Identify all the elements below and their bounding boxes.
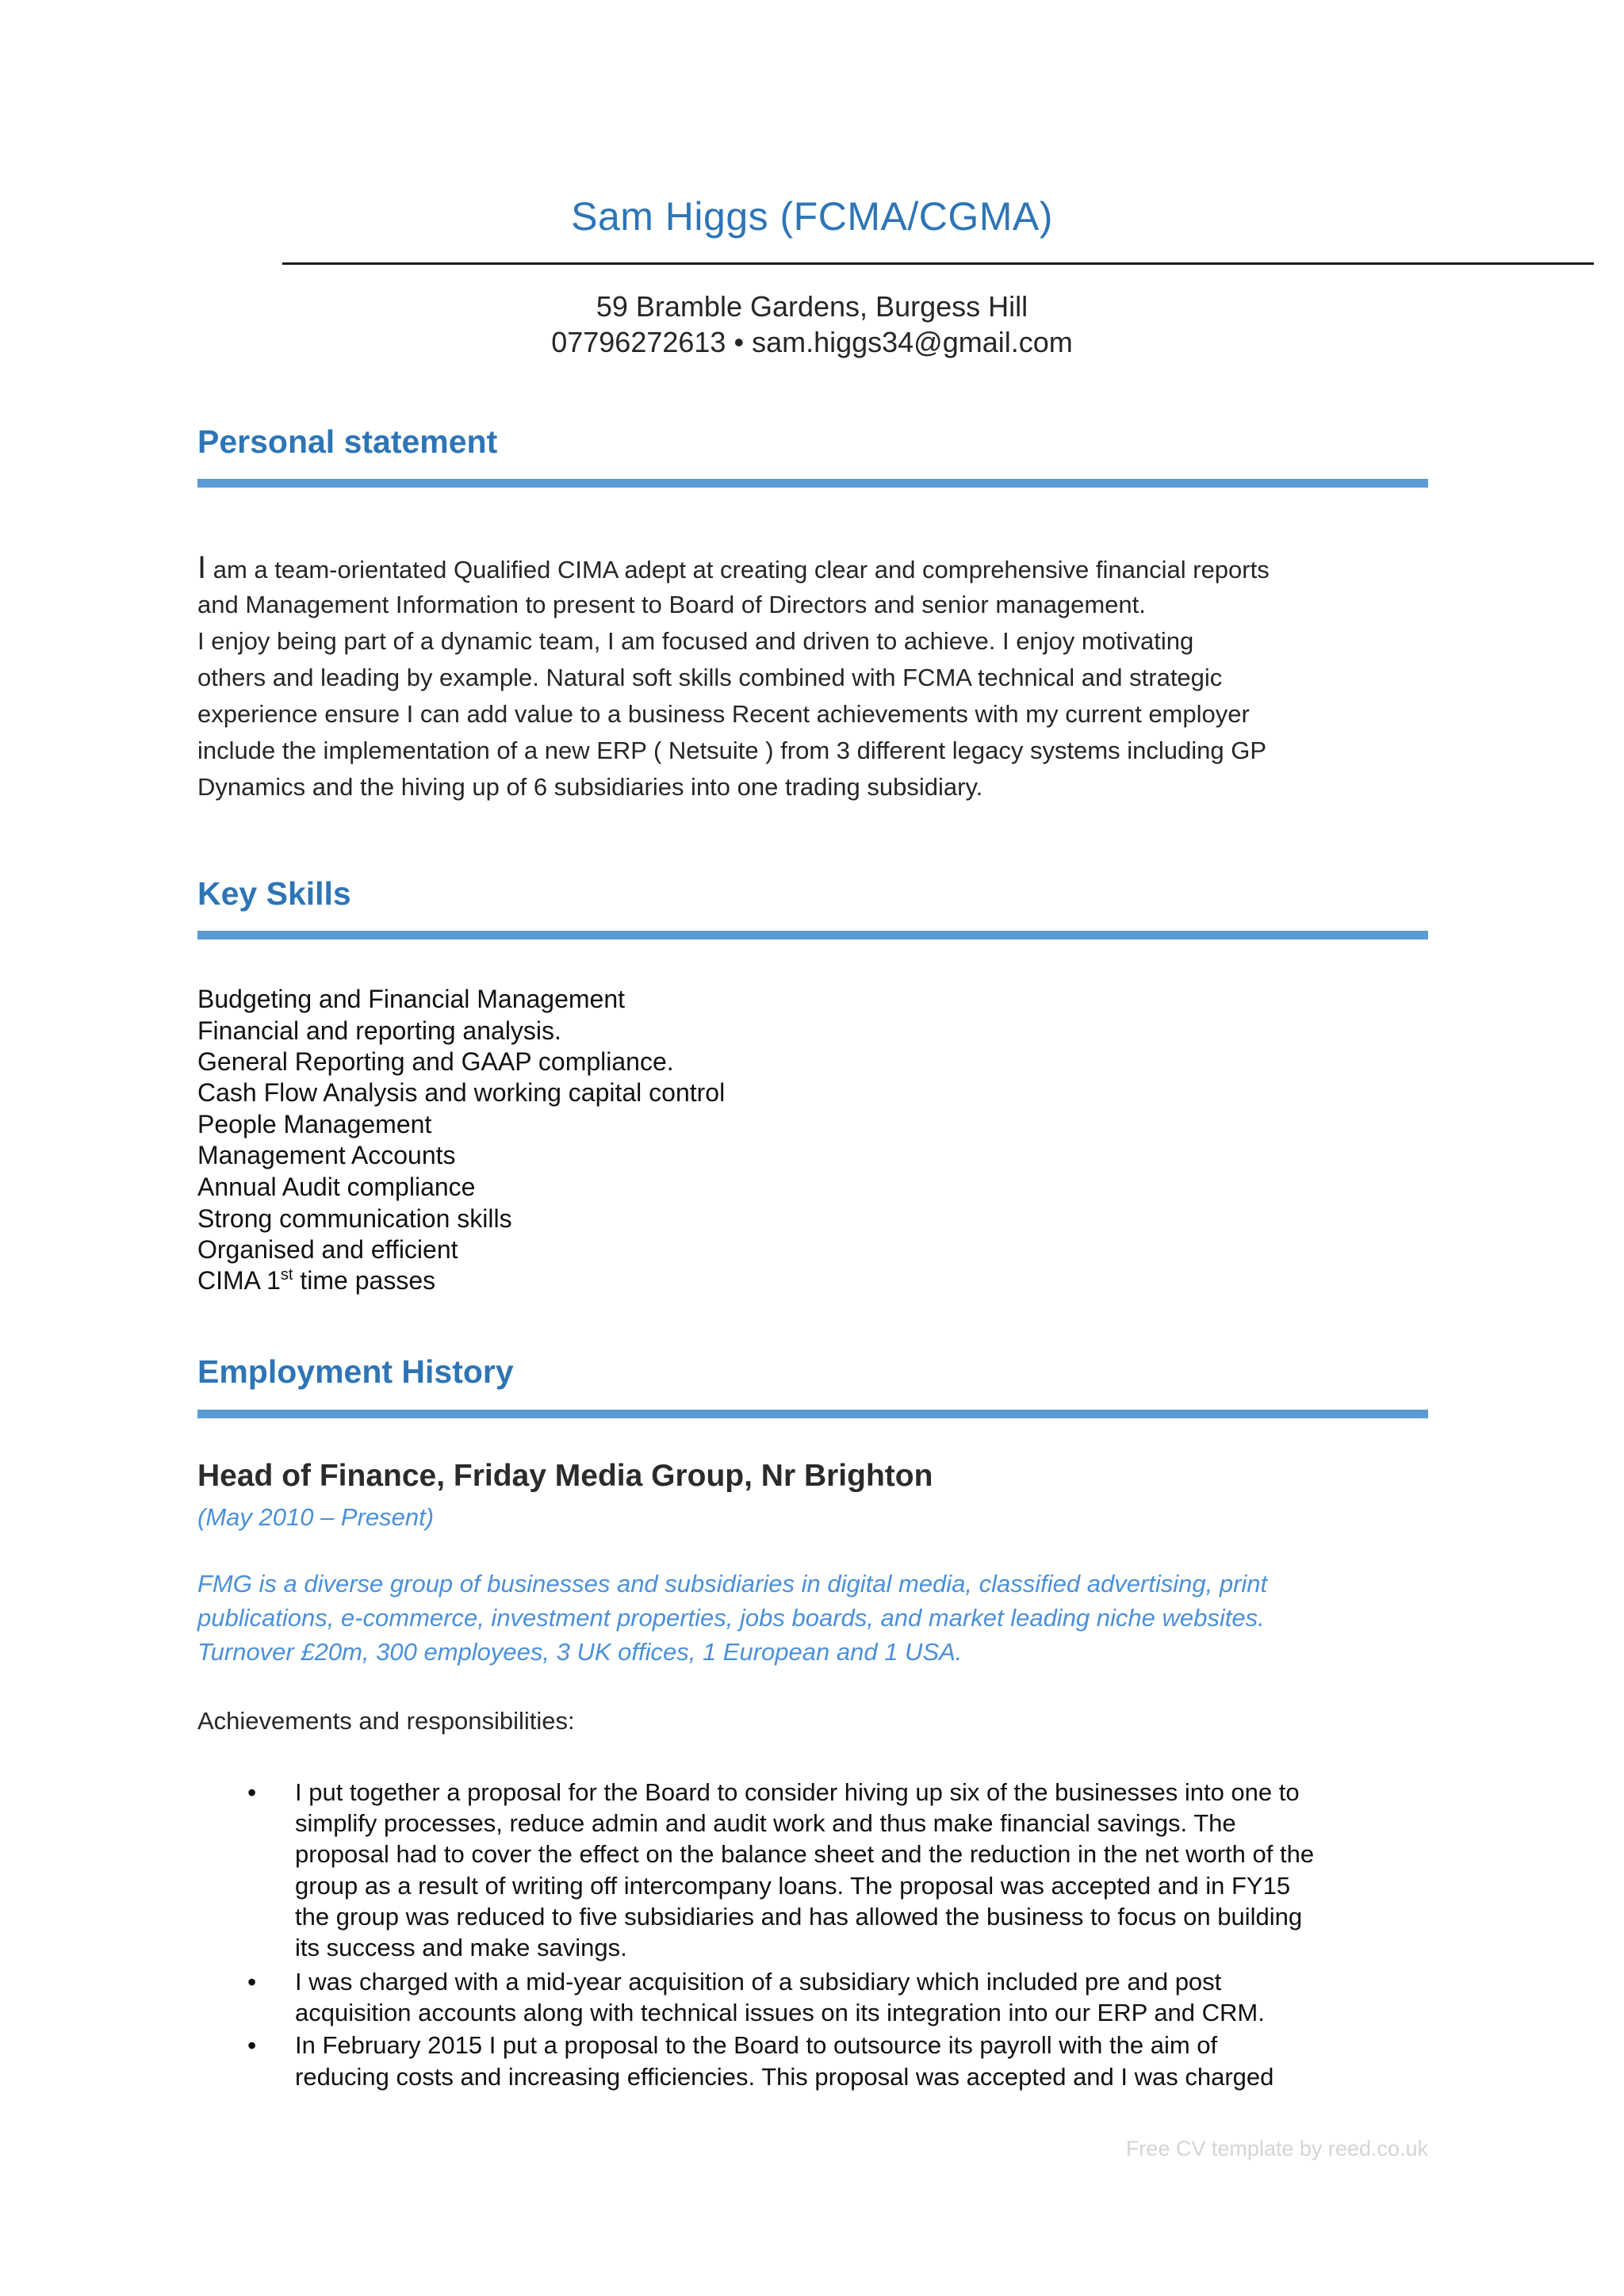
- skill-item: Budgeting and Financial Management: [197, 985, 626, 1013]
- company-description-line: FMG is a diverse group of businesses and subsidiaries in digital media, classified advertising, print: [197, 1570, 1268, 1598]
- statement-line: experience ensure I can add value to a business Recent achievements with my current employer: [197, 700, 1250, 728]
- achievement-line: its success and make savings.: [295, 1934, 627, 1961]
- skill-cima-prefix: CIMA 1: [197, 1266, 281, 1295]
- section-rule-personal-statement: [197, 479, 1428, 488]
- skill-item: People Management: [197, 1110, 432, 1138]
- skill-item: General Reporting and GAAP compliance.: [197, 1047, 674, 1076]
- achievement-line: simplify processes, reduce admin and audit work and thus make financial savings. The: [295, 1809, 1236, 1837]
- company-description-line: publications, e-commerce, investment properties, jobs boards, and market leading niche websites.: [197, 1604, 1265, 1632]
- achievement-line: In February 2015 I put a proposal to the Board to outsource its payroll with the aim of: [295, 2031, 1218, 2059]
- statement-line: and Management Information to present to Board of Directors and senior management.: [197, 591, 1146, 618]
- achievement-line: proposal had to cover the effect on the balance sheet and the reduction in the net worth of the: [295, 1840, 1315, 1868]
- achievement-line: the group was reduced to five subsidiaries and has allowed the business to focus on building: [295, 1903, 1303, 1931]
- skill-item: Strong communication skills: [197, 1204, 512, 1233]
- header-divider: [282, 262, 1594, 265]
- skill-item: Management Accounts: [197, 1141, 456, 1169]
- section-rule-key-skills: [197, 931, 1428, 939]
- section-title-personal-statement: Personal statement: [197, 423, 498, 460]
- statement-line: I enjoy being part of a dynamic team, I am focused and driven to achieve. I enjoy motivating: [197, 627, 1194, 655]
- address: 59 Bramble Gardens, Burgess Hill: [596, 290, 1028, 323]
- statement-line: [197, 552, 1270, 584]
- achievement-line: group as a result of writing off intercompany loans. The proposal was accepted and in FY15: [295, 1872, 1291, 1900]
- achievements-heading: Achievements and responsibilities:: [197, 1707, 575, 1735]
- contact-details: 07796272613 • sam.higgs34@gmail.com: [551, 326, 1073, 358]
- statement-line: Dynamics and the hiving up of 6 subsidiaries into one trading subsidiary.: [197, 773, 983, 801]
- bullet-marker: •: [247, 1778, 257, 1807]
- bullet-marker: •: [247, 2031, 257, 2060]
- section-rule-employment-history: [197, 1410, 1428, 1418]
- statement-first-letter: I: [197, 550, 207, 585]
- achievement-line: acquisition accounts along with technical issues on its integration into our ERP and CRM.: [295, 1999, 1265, 2026]
- skill-item: [197, 1268, 435, 1293]
- achievement-line: reducing costs and increasing efficiencies. This proposal was accepted and I was charged: [295, 2063, 1274, 2091]
- statement-line: include the implementation of a new ERP ( Netsuite ) from 3 different legacy systems including GP: [197, 737, 1267, 764]
- footer-template-credit: Free CV template by reed.co.uk: [1125, 2137, 1428, 2160]
- candidate-name: Sam Higgs (FCMA/CGMA): [571, 194, 1053, 239]
- skill-item: Organised and efficient: [197, 1235, 458, 1264]
- statement-line: others and leading by example. Natural soft skills combined with FCMA technical and strategic: [197, 664, 1223, 691]
- company-description-line: Turnover £20m, 300 employees, 3 UK offices, 1 European and 1 USA.: [197, 1638, 963, 1666]
- bullet-marker: •: [247, 1968, 257, 1996]
- section-title-key-skills: Key Skills: [197, 875, 351, 912]
- skill-item: Annual Audit compliance: [197, 1173, 476, 1201]
- job-dates: (May 2010 – Present): [197, 1503, 435, 1531]
- job-title: Head of Finance, Friday Media Group, Nr Brighton: [197, 1459, 933, 1493]
- skill-cima-superscript: st: [280, 1266, 293, 1284]
- skill-item: Financial and reporting analysis.: [197, 1016, 561, 1045]
- statement-line-text: am a team-orientated Qualified CIMA adept at creating clear and comprehensive financial reports: [206, 556, 1270, 584]
- skill-cima-suffix: time passes: [293, 1266, 436, 1295]
- section-title-employment-history: Employment History: [197, 1353, 514, 1390]
- skill-item: Cash Flow Analysis and working capital control: [197, 1078, 726, 1107]
- achievement-line: I put together a proposal for the Board to consider hiving up six of the businesses into one to: [295, 1778, 1300, 1806]
- achievement-line: I was charged with a mid-year acquisition of a subsidiary which included pre and post: [295, 1968, 1222, 1996]
